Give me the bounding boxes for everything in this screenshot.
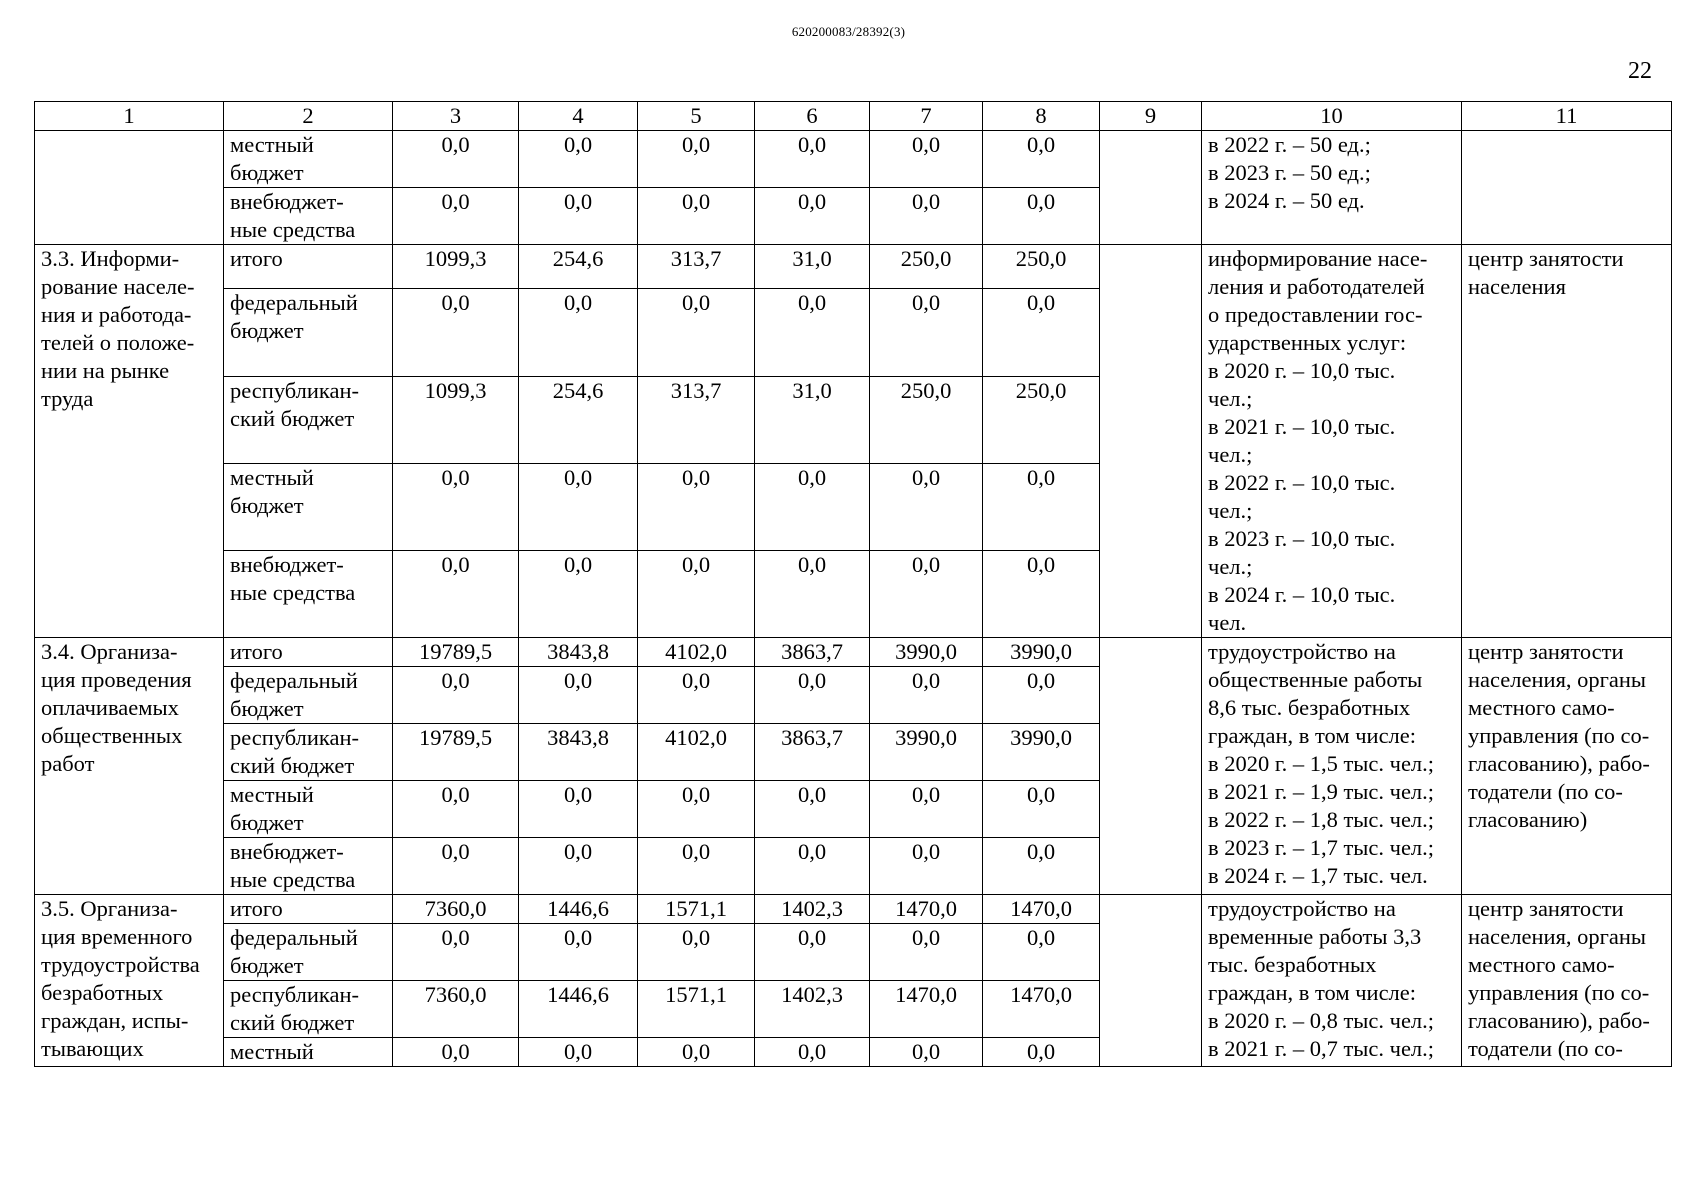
amount-cell: 3990,0	[870, 724, 983, 781]
document-id: 620200083/28392(3)	[791, 24, 906, 39]
amount-cell: 19789,5	[393, 724, 519, 781]
amount-cell: 1470,0	[983, 981, 1100, 1038]
amount-cell: 0,0	[983, 463, 1100, 550]
amount-cell: 0,0	[983, 289, 1100, 376]
amount-cell: 254,6	[519, 376, 638, 463]
amount-cell: 0,0	[638, 838, 755, 895]
funding-source-cell: федеральный бюджет	[224, 924, 393, 981]
program-table	[34, 101, 1672, 1067]
table-row	[35, 131, 1672, 188]
amount-cell: 0,0	[638, 289, 755, 376]
amount-cell: 1099,3	[393, 245, 519, 289]
amount-cell: 3990,0	[983, 638, 1100, 667]
amount-cell: 3990,0	[983, 724, 1100, 781]
amount-cell: 1571,1	[638, 895, 755, 924]
amount-cell: 313,7	[638, 245, 755, 289]
amount-cell: 0,0	[870, 838, 983, 895]
funding-source-cell: республикан- ский бюджет	[224, 981, 393, 1038]
amount-cell: 0,0	[755, 838, 870, 895]
amount-cell: 0,0	[983, 838, 1100, 895]
amount-cell: 1446,6	[519, 895, 638, 924]
amount-cell: 1446,6	[519, 981, 638, 1038]
responsible-cell	[1462, 131, 1672, 245]
amount-cell: 0,0	[638, 667, 755, 724]
amount-cell: 1099,3	[393, 376, 519, 463]
header-cell: 6	[755, 102, 870, 131]
amount-cell: 0,0	[983, 781, 1100, 838]
amount-cell: 1470,0	[870, 981, 983, 1038]
result-cell: трудоустройство на общественные работы 8,6 тыс. безработных граждан, в том числе: в 2020 г. – 1,5 тыс. чел.; в 2021 г. – 1,9 тыс. чел.; в 2022 г. – 1,8 тыс. чел.; в 2023 г. – 1,7 тыс. чел.; в 2024 г. – 1,7 тыс. чел.	[1202, 638, 1462, 895]
amount-cell: 19789,5	[393, 638, 519, 667]
table-row	[35, 245, 1672, 289]
amount-cell: 0,0	[983, 667, 1100, 724]
table-body	[35, 131, 1672, 1067]
amount-cell: 1402,3	[755, 981, 870, 1038]
amount-cell: 3863,7	[755, 724, 870, 781]
amount-cell: 0,0	[519, 131, 638, 188]
header-cell: 5	[638, 102, 755, 131]
header-cell: 11	[1462, 102, 1672, 131]
funding-source-cell: республикан- ский бюджет	[224, 724, 393, 781]
amount-cell: 0,0	[755, 781, 870, 838]
header-cell: 3	[393, 102, 519, 131]
table-row	[35, 638, 1672, 667]
amount-cell: 0,0	[870, 550, 983, 637]
amount-cell: 1402,3	[755, 895, 870, 924]
funding-source-cell: местный	[224, 1038, 393, 1067]
amount-cell: 0,0	[755, 131, 870, 188]
amount-cell: 4102,0	[638, 724, 755, 781]
amount-cell: 0,0	[983, 550, 1100, 637]
responsible-cell: центр занятости населения, органы местного само- управления (по со- гласованию), рабо- тодатели (по со- гласованию)	[1462, 638, 1672, 895]
amount-cell: 7360,0	[393, 981, 519, 1038]
amount-cell: 0,0	[870, 781, 983, 838]
responsible-cell: центр занятости населения, органы местного само- управления (по со- гласованию), рабо- тодатели (по со-	[1462, 895, 1672, 1067]
amount-cell: 0,0	[519, 838, 638, 895]
header-cell: 1	[35, 102, 224, 131]
table-row	[35, 895, 1672, 924]
amount-cell: 3843,8	[519, 638, 638, 667]
col9-cell	[1100, 895, 1202, 1067]
funding-source-cell: внебюджет- ные средства	[224, 838, 393, 895]
amount-cell: 254,6	[519, 245, 638, 289]
amount-cell: 0,0	[519, 1038, 638, 1067]
amount-cell: 0,0	[755, 188, 870, 245]
funding-source-cell: внебюджет- ные средства	[224, 188, 393, 245]
amount-cell: 0,0	[393, 781, 519, 838]
funding-source-cell: федеральный бюджет	[224, 667, 393, 724]
amount-cell: 0,0	[983, 131, 1100, 188]
amount-cell: 0,0	[638, 781, 755, 838]
measure-name-cell: 3.5. Организа- ция временного трудоустройства безработных граждан, испы- тывающих	[35, 895, 224, 1067]
funding-source-cell: внебюджет- ные средства	[224, 550, 393, 637]
amount-cell: 0,0	[755, 289, 870, 376]
amount-cell: 0,0	[393, 1038, 519, 1067]
measure-name-cell: 3.3. Информи- рование населе- ния и работода- телей о положе- нии на рынке труда	[35, 245, 224, 638]
funding-source-cell: итого	[224, 895, 393, 924]
col9-cell	[1100, 638, 1202, 895]
amount-cell: 7360,0	[393, 895, 519, 924]
funding-source-cell: итого	[224, 638, 393, 667]
amount-cell: 0,0	[519, 188, 638, 245]
amount-cell: 0,0	[638, 188, 755, 245]
amount-cell: 3843,8	[519, 724, 638, 781]
amount-cell: 250,0	[983, 376, 1100, 463]
result-cell: информирование насе- ления и работодателей о предоставлении гос- ударственных услуг: в 2020 г. – 10,0 тыс. чел.; в 2021 г. – 10,0 тыс. чел.; в 2022 г. – 10,0 тыс. чел.; в 2023 г. – 10,0 тыс. чел.; в 2024 г. – 10,0 тыс. чел.	[1202, 245, 1462, 638]
amount-cell: 0,0	[755, 550, 870, 637]
amount-cell: 3863,7	[755, 638, 870, 667]
amount-cell: 0,0	[519, 667, 638, 724]
amount-cell: 0,0	[870, 131, 983, 188]
amount-cell: 250,0	[870, 245, 983, 289]
amount-cell: 0,0	[870, 463, 983, 550]
amount-cell: 0,0	[638, 463, 755, 550]
amount-cell: 0,0	[519, 289, 638, 376]
header-cell: 4	[519, 102, 638, 131]
amount-cell: 0,0	[638, 924, 755, 981]
measure-name-cell: 3.4. Организа- ция проведения оплачиваемых общественных работ	[35, 638, 224, 895]
amount-cell: 313,7	[638, 376, 755, 463]
funding-source-cell: итого	[224, 245, 393, 289]
amount-cell: 0,0	[393, 838, 519, 895]
funding-source-cell: местный бюджет	[224, 463, 393, 550]
amount-cell: 0,0	[983, 1038, 1100, 1067]
amount-cell: 0,0	[755, 924, 870, 981]
header-row	[35, 102, 1672, 131]
amount-cell: 0,0	[638, 131, 755, 188]
amount-cell: 0,0	[638, 1038, 755, 1067]
amount-cell: 250,0	[983, 245, 1100, 289]
amount-cell: 0,0	[393, 188, 519, 245]
funding-source-cell: федеральный бюджет	[224, 289, 393, 376]
funding-source-cell: республикан- ский бюджет	[224, 376, 393, 463]
amount-cell: 0,0	[519, 550, 638, 637]
amount-cell: 0,0	[755, 1038, 870, 1067]
amount-cell: 0,0	[393, 289, 519, 376]
amount-cell: 31,0	[755, 376, 870, 463]
header-cell: 10	[1202, 102, 1462, 131]
amount-cell: 0,0	[870, 289, 983, 376]
funding-source-cell: местный бюджет	[224, 131, 393, 188]
amount-cell: 0,0	[393, 463, 519, 550]
amount-cell: 250,0	[870, 376, 983, 463]
amount-cell: 0,0	[393, 550, 519, 637]
col9-cell	[1100, 245, 1202, 638]
result-cell: трудоустройство на временные работы 3,3 тыс. безработных граждан, в том числе: в 2020 г. – 0,8 тыс. чел.; в 2021 г. – 0,7 тыс. чел.;	[1202, 895, 1462, 1067]
amount-cell: 0,0	[870, 667, 983, 724]
amount-cell: 1571,1	[638, 981, 755, 1038]
amount-cell: 31,0	[755, 245, 870, 289]
amount-cell: 3990,0	[870, 638, 983, 667]
amount-cell: 0,0	[638, 550, 755, 637]
header-cell: 9	[1100, 102, 1202, 131]
result-cell: в 2022 г. – 50 ед.; в 2023 г. – 50 ед.; в 2024 г. – 50 ед.	[1202, 131, 1462, 245]
amount-cell: 4102,0	[638, 638, 755, 667]
amount-cell: 0,0	[870, 1038, 983, 1067]
amount-cell: 0,0	[393, 667, 519, 724]
responsible-cell: центр занятости населения	[1462, 245, 1672, 638]
amount-cell: 0,0	[519, 924, 638, 981]
amount-cell: 0,0	[755, 463, 870, 550]
amount-cell: 0,0	[983, 924, 1100, 981]
amount-cell: 1470,0	[870, 895, 983, 924]
amount-cell: 1470,0	[983, 895, 1100, 924]
header-cell: 7	[870, 102, 983, 131]
amount-cell: 0,0	[755, 667, 870, 724]
col9-cell	[1100, 131, 1202, 245]
amount-cell: 0,0	[870, 924, 983, 981]
measure-name-cell	[35, 131, 224, 245]
header-cell: 8	[983, 102, 1100, 131]
header-cell: 2	[224, 102, 393, 131]
amount-cell: 0,0	[870, 188, 983, 245]
amount-cell: 0,0	[983, 188, 1100, 245]
funding-source-cell: местный бюджет	[224, 781, 393, 838]
amount-cell: 0,0	[519, 463, 638, 550]
amount-cell: 0,0	[519, 781, 638, 838]
page-number: 22	[1628, 58, 1652, 84]
amount-cell: 0,0	[393, 924, 519, 981]
amount-cell: 0,0	[393, 131, 519, 188]
